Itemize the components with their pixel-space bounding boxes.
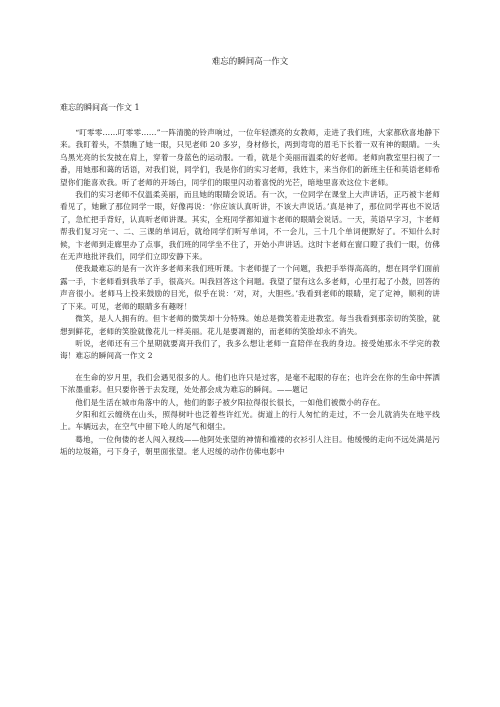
paragraph: 使我最难忘的是有一次许多老师来我们班听课。卞老师提了一个问题，我把手举得高高的，想在同学们面前露一手，卞老师看到我举了手，很高兴。叫我回答这个问题。我望了望有这么多老师，心里打起了小鼓，回答的声音很小。老师马上投来鼓励的目光，似乎在说：‘对，对，大胆些。’我看到老师的眼睛，定了定神，顺利的讲了下来。可见，老师的眼睛多有趣呀！ <box>60 264 440 311</box>
paragraph: “叮零零......叮零零......”一阵清脆的铃声响过，一位年轻漂亮的女教师，走进了我们班，大家都欣喜地静下来。我盯着头，不禁瞧了她一眼，只见老师 20 多岁，身材修长，两到弯弯的眉毛下长着一双有神的眼睛。一头乌黑光亮的长发披在肩上，穿着一身蓝色的运动服。一看，就是个美丽而温柔的好老师。老师向教室里扫视了一番，用她那和蔼的话语，对我们说，同学们，我是你们的实习老师，我姓卞，来当你们的新班主任和英语老师希望你们能喜欢我。听了老师的开场白，同学们的眼里闪动着喜悦的光芒，暗地里喜欢这位卞老师。 <box>60 128 440 187</box>
paragraph: 他们是生活在城市角落中的人，他们的影子被夕阳拉得很长很长，一如他们被微小的存在。 <box>75 397 385 407</box>
paragraph: 在生命的岁月里，我们会遇见很多的人。他们也许只是过客，是毫不起眼的存在；也许会在你的生命中挥洒下浓墨重彩。但只要你善于去发现，处处都会成为难忘的瞬间。——题记 <box>60 372 440 395</box>
paragraph: 夕阳和红云缠绕在山头，照得树叶也泛着些许红光。街道上的行人匆忙的走过，不一会儿就消失在地平线上。车辆远去，在空气中留下呛人的尾气和烟尘。 <box>60 409 440 432</box>
document-title: 难忘的瞬间高一作文 <box>211 57 289 67</box>
section-gap <box>60 363 440 372</box>
document-page <box>60 56 440 459</box>
paragraph: 听说，老师还有三个星期就要离开我们了，我多么想让老师一直陪伴在我的身边。接受她那永不学完的教诲！难忘的瞬间高一作文 2 <box>60 338 440 361</box>
section-1-heading: 难忘的瞬间高一作文 1 <box>60 103 140 112</box>
paragraph: 我们的实习老师不仅温柔美丽，而且她的眼睛会说话。有一次，一位同学在课堂上大声讲话，正巧被卞老师看见了，她瞅了那位同学一眼，好像再说：‘你应该认真听讲，不该大声说话。’真是神了，那位同学再也不说话了，急忙把手背好，认真听老师讲课。其实，全班同学都知道卞老师的眼睛会说话。一天，英语早字习，卞老师帮我们复习完一、二、三课的单词后，就给同学们听写单词，不一会儿，三十几个单词便默好了。不知什么时候，卞老师到走廊里办了点事，我们班的同学坐不住了，开始小声讲话。这时卞老师在窗口瞪了我们一眼，仿佛在无声地批评我们，同学们立即安静下来。 <box>60 190 440 262</box>
paragraph: 蓦地，一位佝偻的老人闯入视线——他阿处张望的神情和褴褛的衣衫引人注目。他缓慢的走向不远处满是污垢的垃圾箱，弓下身子，朝里面张望。老人迟缓的动作仿佛电影中 <box>60 434 440 457</box>
paragraph: 微笑，是人人拥有的。但卞老师的微笑却十分特殊。她总是微笑着走进教室。每当我看到那亲切的笑脸，就想到鲜花，老师的笑脸就像花儿一样美丽。花儿是要凋谢的，而老师的笑脸却永不消失。 <box>60 314 440 336</box>
